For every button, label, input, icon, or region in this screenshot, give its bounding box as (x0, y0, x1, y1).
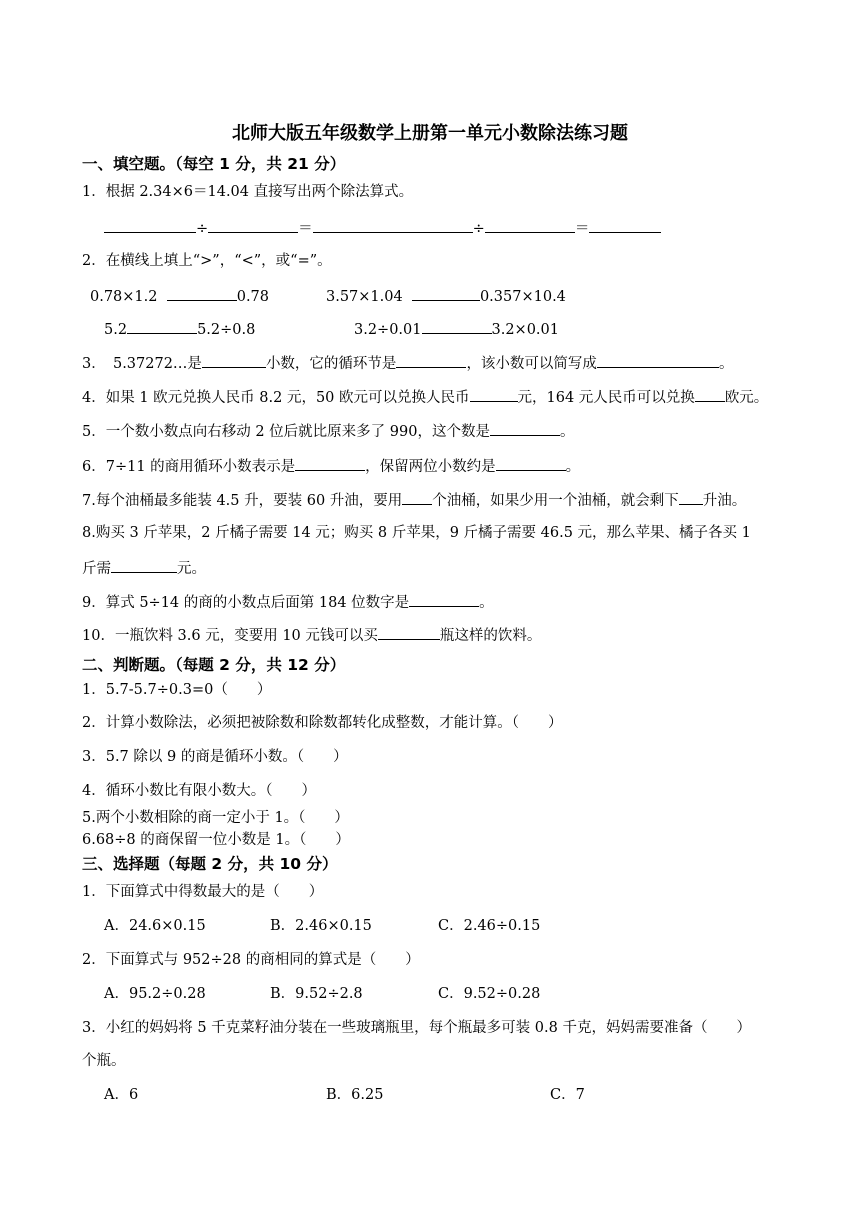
question-1-4 (82, 386, 768, 408)
question-1-7 (82, 489, 746, 511)
compare-right: 0.357×10.4 (479, 289, 566, 305)
compare-left: 3.57×1.04 (326, 289, 403, 305)
page-title: 北师大版五年级数学上册第一单元小数除法练习题 (232, 123, 628, 144)
answer-blank[interactable] (496, 455, 566, 471)
text: 个油桶，如果少用一个油桶，就会剩下 (432, 493, 679, 509)
option-b[interactable]: B．2.46×0.15 (270, 918, 372, 934)
answer-blank[interactable] (104, 217, 196, 233)
text: 小数，它的循环节是 (265, 356, 397, 372)
answer-blank[interactable] (402, 489, 432, 505)
divide-sign: ÷ (196, 221, 209, 237)
question-1-8-line-2 (82, 557, 206, 579)
option-a[interactable]: A．6 (104, 1087, 139, 1103)
option-c[interactable]: C．9.52÷0.28 (438, 986, 541, 1002)
question-3-3-line-1: 3．小红的妈妈将 5 千克菜籽油分装在一些玻璃瓶里，每个瓶最多可装 0.8 千克，妈妈需要准备（ ） (82, 1020, 751, 1036)
answer-blank[interactable] (412, 285, 480, 301)
text: 5．一个数小数点向右移动 2 位后就比原来多了 990，这个数是 (82, 424, 490, 440)
answer-blank[interactable] (202, 352, 266, 368)
divide-sign: ÷ (472, 221, 485, 237)
compare-right: 5.2÷0.8 (197, 322, 256, 338)
answer-blank[interactable] (470, 386, 518, 402)
answer-blank[interactable] (111, 557, 177, 573)
answer-blank[interactable] (485, 217, 575, 233)
question-3-2: 2．下面算式与 952÷28 的商相同的算式是（ ） (82, 952, 420, 968)
text: 9．算式 5÷14 的商的小数点后面第 184 位数字是 (82, 595, 410, 611)
section-heading-true-false: 二、判断题。（每题 2 分，共 12 分） (82, 656, 346, 674)
text: 。 (565, 459, 581, 475)
question-2-3: 3．5.7 除以 9 的商是循环小数。（ ） (82, 749, 348, 765)
answer-blank[interactable] (679, 489, 703, 505)
question-1-8-line-1: 8.购买 3 斤苹果，2 斤橘子需要 14 元；购买 8 斤苹果，9 斤橘子需要 46.5 元，那么苹果、橘子各买 1 (82, 525, 751, 541)
compare-item-b (326, 285, 566, 307)
compare-item-c (104, 318, 255, 340)
text: 。 (479, 595, 494, 611)
compare-right: 0.78 (236, 289, 270, 305)
option-a[interactable]: A．24.6×0.15 (104, 918, 206, 934)
option-b[interactable]: B．9.52÷2.8 (270, 986, 363, 1002)
question-1-1-answer-row (104, 217, 661, 239)
answer-blank[interactable] (127, 318, 197, 334)
compare-item-d (354, 318, 559, 340)
question-2-2: 2．计算小数除法，必须把被除数和除数都转化成整数，才能计算。（ ） (82, 715, 563, 731)
compare-left: 3.2÷0.01 (354, 322, 422, 338)
option-a[interactable]: A．95.2÷0.28 (104, 986, 206, 1002)
text: 升油。 (702, 493, 747, 509)
question-1-9 (82, 591, 494, 613)
compare-left: 5.2 (104, 322, 128, 338)
question-1-1: 1．根据 2.34×6＝14.04 直接写出两个除法算式。 (82, 184, 414, 200)
question-1-10 (82, 624, 541, 646)
text: 。 (559, 424, 575, 440)
question-2-1: 1．5.7-5.7÷0.3=0（ ） (82, 682, 272, 698)
text: 。 (718, 356, 734, 372)
equals-sign: ＝ (298, 221, 313, 237)
text: 6．7÷11 的商用循环小数表示是 (82, 459, 296, 475)
answer-blank[interactable] (295, 455, 365, 471)
text: ，该小数可以简写成 (466, 356, 597, 372)
answer-blank[interactable] (396, 352, 466, 368)
answer-blank[interactable] (589, 217, 661, 233)
compare-item-a (90, 285, 269, 307)
answer-blank[interactable] (409, 591, 479, 607)
option-c[interactable]: C．2.46÷0.15 (438, 918, 541, 934)
option-c[interactable]: C．7 (550, 1087, 585, 1103)
answer-blank[interactable] (422, 318, 492, 334)
section-heading-fill-in: 一、填空题。（每空 1 分，共 21 分） (82, 155, 346, 173)
answer-blank[interactable] (313, 217, 473, 233)
answer-blank[interactable] (378, 624, 440, 640)
text: 元。 (177, 561, 206, 577)
question-3-1: 1．下面算式中得数最大的是（ ） (82, 884, 324, 900)
question-1-2: 2．在横线上填上“>”，“<”，或“=”。 (82, 253, 332, 269)
question-2-6: 6.68÷8 的商保留一位小数是 1。（ ） (82, 832, 350, 848)
section-heading-multiple-choice: 三、选择题（每题 2 分，共 10 分） (82, 855, 338, 873)
equals-sign: ＝ (574, 221, 590, 237)
text: 瓶这样的饮料。 (439, 628, 542, 644)
question-1-5 (82, 420, 574, 442)
question-1-6 (82, 455, 580, 477)
answer-blank[interactable] (490, 420, 560, 436)
answer-blank[interactable] (695, 386, 725, 402)
answer-blank[interactable] (208, 217, 298, 233)
text: 3． 5.37272…是 (82, 356, 202, 372)
answer-blank[interactable] (597, 352, 719, 368)
answer-blank[interactable] (167, 285, 237, 301)
text: 7.每个油桶最多能装 4.5 升，要装 60 升油，要用 (82, 493, 403, 509)
text: ，保留两位小数约是 (365, 459, 496, 475)
text: 欧元。 (724, 390, 769, 406)
option-b[interactable]: B．6.25 (326, 1087, 384, 1103)
text: 4．如果 1 欧元兑换人民币 8.2 元，50 欧元可以兑换人民币 (82, 390, 470, 406)
question-2-5: 5.两个小数相除的商一定小于 1。（ ） (82, 810, 349, 826)
text: 元，164 元人民币可以兑换 (517, 390, 695, 406)
text: 10．一瓶饮料 3.6 元，变要用 10 元钱可以买 (82, 628, 378, 644)
compare-left: 0.78×1.2 (90, 289, 158, 305)
text: 斤需 (82, 561, 111, 577)
question-1-3 (82, 352, 733, 374)
compare-right: 3.2×0.01 (491, 322, 559, 338)
question-3-3-line-2: 个瓶。 (82, 1053, 126, 1069)
question-2-4: 4．循环小数比有限小数大。（ ） (82, 783, 316, 799)
